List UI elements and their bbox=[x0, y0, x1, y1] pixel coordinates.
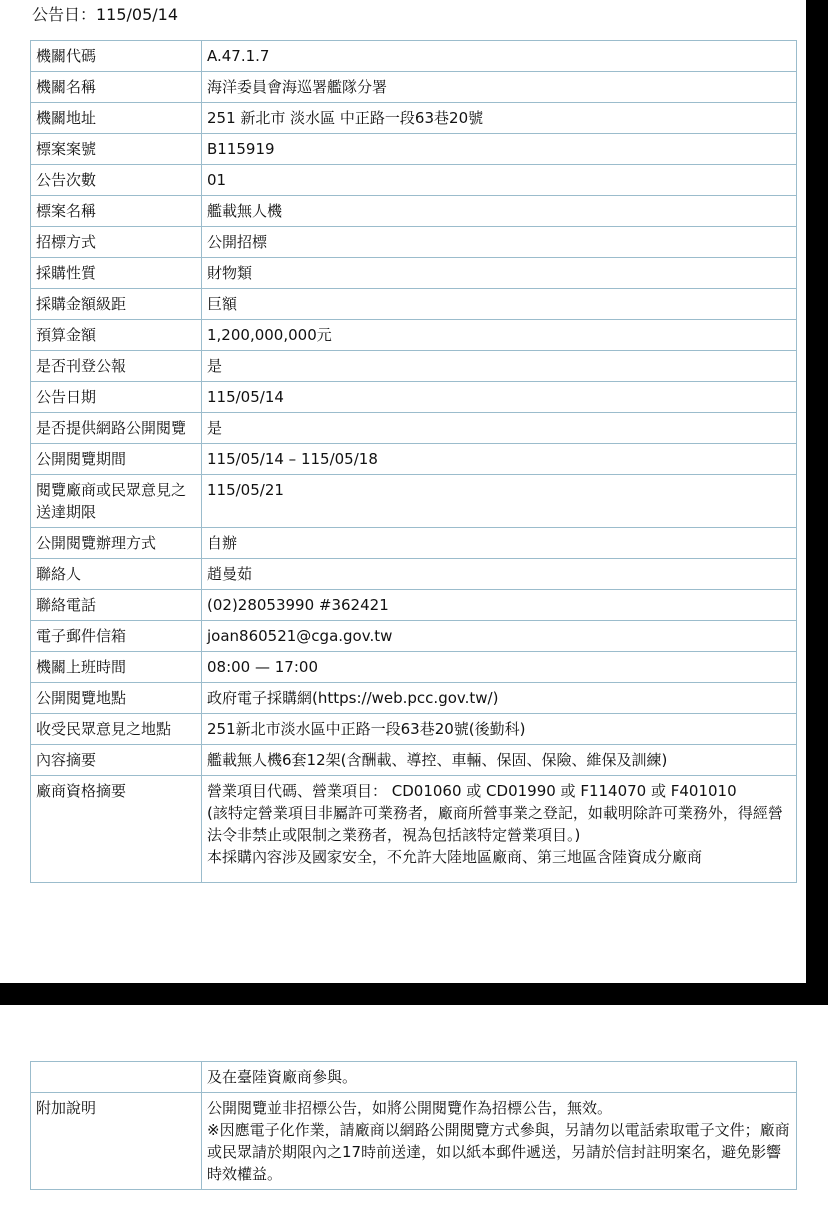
row-value: 08:00 — 17:00 bbox=[202, 652, 797, 683]
row-label: 公開閱覽期間 bbox=[31, 444, 202, 475]
table-row bbox=[31, 41, 797, 72]
row-label: 機關上班時間 bbox=[31, 652, 202, 683]
table-row bbox=[31, 165, 797, 196]
row-value-qualification bbox=[202, 776, 797, 883]
row-label-empty bbox=[31, 1062, 202, 1093]
row-value: 251 新北市 淡水區 中正路一段63巷20號 bbox=[202, 103, 797, 134]
table-row bbox=[31, 382, 797, 413]
row-label: 是否刊登公報 bbox=[31, 351, 202, 382]
table-row-qualification bbox=[31, 776, 797, 883]
additional-line: ※因應電子化作業，請廠商以網路公開閱覽方式參與，另請勿以電話索取電子文件；廠商或民眾請於期限內之17時前送達，如以紙本郵件遞送，另請於信封註明案名，避免影響時效權益。 bbox=[207, 1121, 790, 1183]
row-label: 招標方式 bbox=[31, 227, 202, 258]
row-value: 是 bbox=[202, 413, 797, 444]
row-value: 115/05/14 bbox=[202, 382, 797, 413]
row-label: 採購性質 bbox=[31, 258, 202, 289]
row-value-additional bbox=[202, 1093, 797, 1190]
table-row bbox=[31, 134, 797, 165]
row-label: 內容摘要 bbox=[31, 745, 202, 776]
row-label: 機關名稱 bbox=[31, 72, 202, 103]
row-label: 公開閱覽地點 bbox=[31, 683, 202, 714]
table-row bbox=[31, 621, 797, 652]
table-row bbox=[31, 320, 797, 351]
row-value: 115/05/14 – 115/05/18 bbox=[202, 444, 797, 475]
table-row bbox=[31, 196, 797, 227]
table-row bbox=[31, 289, 797, 320]
row-label: 機關地址 bbox=[31, 103, 202, 134]
row-value: 01 bbox=[202, 165, 797, 196]
table-row bbox=[31, 103, 797, 134]
row-value: joan860521@cga.gov.tw bbox=[202, 621, 797, 652]
row-label: 標案案號 bbox=[31, 134, 202, 165]
table-row bbox=[31, 475, 797, 528]
row-value: 自辦 bbox=[202, 528, 797, 559]
row-value: 財物類 bbox=[202, 258, 797, 289]
row-label: 採購金額級距 bbox=[31, 289, 202, 320]
table-row bbox=[31, 714, 797, 745]
row-value: 巨額 bbox=[202, 289, 797, 320]
notice-date: 公告日：115/05/14 bbox=[32, 5, 179, 24]
row-value: 115/05/21 bbox=[202, 475, 797, 528]
qualification-line: 及在臺陸資廠商參與。 bbox=[202, 1062, 797, 1093]
qualification-line: 本採購內容涉及國家安全，不允許大陸地區廠商、第三地區含陸資成分廠商 bbox=[207, 848, 703, 866]
table-row bbox=[31, 745, 797, 776]
row-label: 廠商資格摘要 bbox=[31, 776, 202, 883]
table-row-additional bbox=[31, 1093, 797, 1190]
additional-line: 公開閱覽並非招標公告，如將公開閱覽作為招標公告，無效。 bbox=[207, 1099, 613, 1117]
table-row bbox=[31, 559, 797, 590]
table-row bbox=[31, 683, 797, 714]
row-value: 趙曼茹 bbox=[202, 559, 797, 590]
row-label: 預算金額 bbox=[31, 320, 202, 351]
table-row bbox=[31, 652, 797, 683]
row-value: 公開招標 bbox=[202, 227, 797, 258]
table-row-qualification-cont bbox=[31, 1062, 797, 1093]
row-label: 標案名稱 bbox=[31, 196, 202, 227]
qualification-line: (該特定營業項目非屬許可業務者，廠商所營事業之登記，如載明除許可業務外，得經營法令非禁止或限制之業務者，視為包括該特定營業項目。) bbox=[207, 804, 783, 844]
row-value: (02)28053990 #362421 bbox=[202, 590, 797, 621]
row-value: B115919 bbox=[202, 134, 797, 165]
qualification-line: 營業項目代碼、營業項目： CD01060 或 CD01990 或 F114070 或 F401010 bbox=[207, 782, 737, 800]
row-label: 聯絡電話 bbox=[31, 590, 202, 621]
tender-info-table-continued bbox=[30, 1061, 797, 1190]
table-row bbox=[31, 351, 797, 382]
table-row bbox=[31, 528, 797, 559]
row-value: 海洋委員會海巡署艦隊分署 bbox=[202, 72, 797, 103]
row-label: 收受民眾意見之地點 bbox=[31, 714, 202, 745]
row-label: 是否提供網路公開閱覽 bbox=[31, 413, 202, 444]
row-value: 艦載無人機 bbox=[202, 196, 797, 227]
tender-info-table bbox=[30, 40, 797, 883]
row-label: 公告次數 bbox=[31, 165, 202, 196]
row-label: 閱覽廠商或民眾意見之送達期限 bbox=[31, 475, 202, 528]
row-value: 政府電子採購網(https://web.pcc.gov.tw/) bbox=[202, 683, 797, 714]
table-row bbox=[31, 413, 797, 444]
row-value: A.47.1.7 bbox=[202, 41, 797, 72]
table-row bbox=[31, 72, 797, 103]
row-value: 1,200,000,000元 bbox=[202, 320, 797, 351]
row-label: 附加說明 bbox=[31, 1093, 202, 1190]
row-value: 是 bbox=[202, 351, 797, 382]
table-row bbox=[31, 227, 797, 258]
row-value: 艦載無人機6套12架(含酬載、導控、車輛、保固、保險、維保及訓練) bbox=[202, 745, 797, 776]
row-label: 機關代碼 bbox=[31, 41, 202, 72]
row-label: 聯絡人 bbox=[31, 559, 202, 590]
row-label: 電子郵件信箱 bbox=[31, 621, 202, 652]
row-value: 251新北市淡水區中正路一段63巷20號(後勤科) bbox=[202, 714, 797, 745]
row-label: 公告日期 bbox=[31, 382, 202, 413]
table-row bbox=[31, 590, 797, 621]
row-label: 公開閱覽辦理方式 bbox=[31, 528, 202, 559]
table-row bbox=[31, 444, 797, 475]
table-row bbox=[31, 258, 797, 289]
